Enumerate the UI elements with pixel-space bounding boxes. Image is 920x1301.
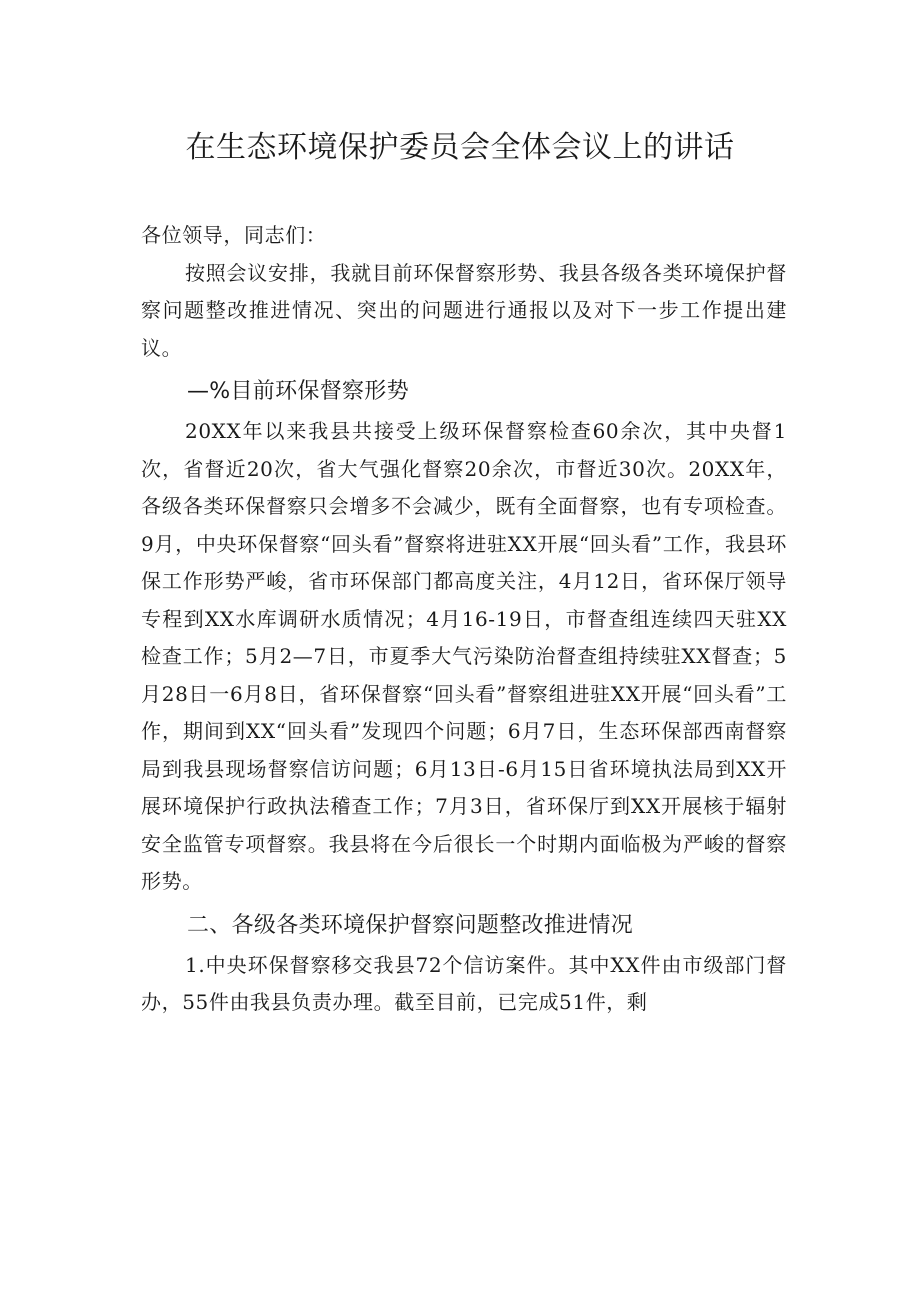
salutation: 各位领导，同志们： — [141, 223, 327, 247]
intro-paragraph: 按照会议安排，我就目前环保督察形势、我县各级各类环境保护督察问题整改推进情况、突出的问题进行通报以及对下一步工作提出建议。 — [141, 260, 787, 360]
section-2-heading: 二、各级各类环境保护督察问题整改推进情况 — [187, 912, 634, 938]
document-body — [141, 217, 787, 1022]
section-1-paragraph: 20XX年以来我县共接受上级环保督察检查60余次，其中央督1次，省督近20次，省大气强化督察20余次，市督近30次。20XX年，各级各类环保督察只会增多不会减少，既有全面督察，也有专项检查。9月，中央环保督察“回头看”督察将进驻XX开展“回头看”工作，我县环保工作形势严峻，省市环保部门都高度关注，4月12日，省环保厅领导专程到XX水库调研水质情况；4月16-19日，市督查组连续四天驻XX检查工作；5月2—7日，市夏季大气污染防治督查组持续驻XX督查；5月28日一6月8日，省环保督察“回头看”督察组进驻XX开展“回头看”工作，期间到XX“回头看”发现四个问题；6月7日，生态环保部西南督察局到我县现场督察信访问题；6月13日-6月15日省环境执法局到XX开展环境保护行政执法稽查工作；7月3日，省环保厅到XX开展核于辐射安全监管专项督察。我县将在今后很长一个时期内面临极为严峻的督察形势。 — [141, 419, 788, 893]
document-title: 在生态环境保护委员会全体会议上的讲话 — [185, 130, 735, 165]
section-2-paragraph: 1.中央环保督察移交我县72个信访案件。其中XX件由市级部门督办，55件由我县负责办理。截至目前，已完成51件，剩 — [141, 952, 787, 1014]
section-1-heading: —%目前环保督察形势 — [187, 379, 409, 404]
